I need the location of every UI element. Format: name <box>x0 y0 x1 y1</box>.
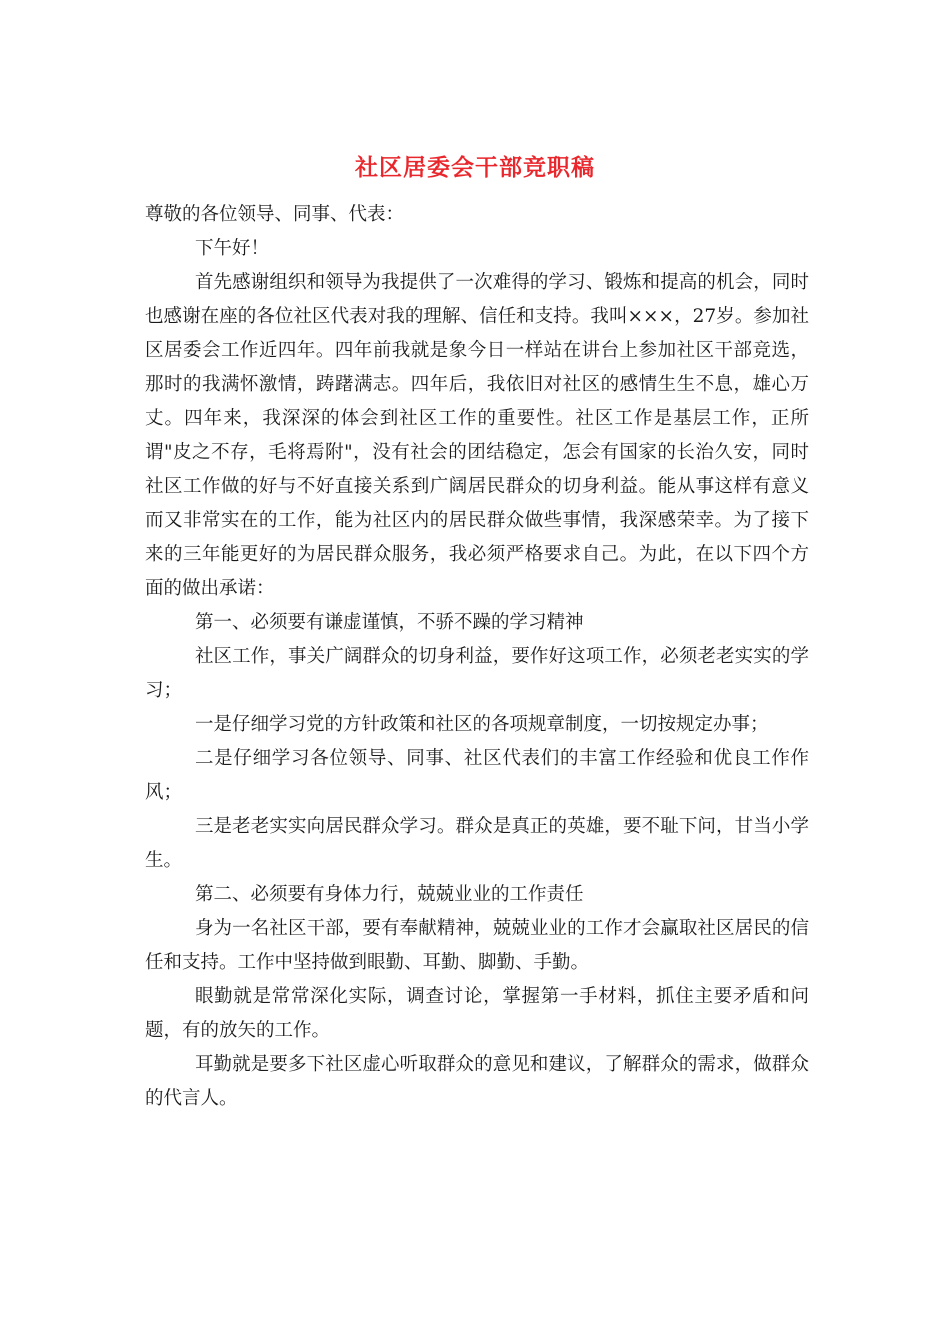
document-title: 社区居委会干部竞职稿 <box>355 154 595 181</box>
paragraph: 三是老老实实向居民群众学习。群众是真正的英雄，要不耻下问，甘当小学生。 <box>145 816 809 871</box>
paragraph-greeting: 下午好！ <box>194 238 269 259</box>
paragraph: 一是仔细学习党的方针政策和社区的各项规章制度，一切按规定办事； <box>194 714 769 735</box>
salutation: 尊敬的各位领导、同事、代表： <box>145 204 405 225</box>
paragraph: 社区工作，事关广阔群众的切身利益，要作好这项工作，必须老老实实的学习； <box>145 646 809 701</box>
paragraph: 二是仔细学习各位领导、同事、社区代表们的丰富工作经验和优良工作作风； <box>145 748 809 803</box>
paragraph: 耳勤就是要多下社区虚心听取群众的意见和建议，了解群众的需求，做群众的代言人。 <box>145 1054 809 1109</box>
paragraph: 眼勤就是常常深化实际，调查讨论，掌握第一手材料，抓住主要矛盾和问题，有的放矢的工作。 <box>145 986 809 1041</box>
document-body <box>145 198 809 1116</box>
section-heading-second: 第二、必须要有身体力行，兢兢业业的工作责任 <box>194 884 584 905</box>
paragraph: 身为一名社区干部，要有奉献精神，兢兢业业的工作才会赢取社区居民的信任和支持。工作中坚持做到眼勤、耳勤、脚勤、手勤。 <box>145 918 809 973</box>
paragraph-introduction: 首先感谢组织和领导为我提供了一次难得的学习、锻炼和提高的机会，同时也感谢在座的各位社区代表对我的理解、信任和支持。我叫×××，27岁。参加社区居委会工作近四年。四年前我就是象今日一样站在讲台上参加社区干部竞选，那时的我满怀激情，踌躇满志。四年后，我依旧对社区的感情生生不息，雄心万丈。四年来，我深深的体会到社区工作的重要性。社区工作是基层工作，正所谓"皮之不存，毛将焉附"，没有社会的团结稳定，怎会有国家的长治久安，同时社区工作做的好与不好直接关系到广阔居民群众的切身利益。能从事这样有意义而又非常实在的工作，能为社区内的居民群众做些事情，我深感荣幸。为了接下来的三年能更好的为居民群众服务，我必须严格要求自己。为此，在以下四个方面的做出承诺： <box>145 272 809 599</box>
section-heading-first: 第一、必须要有谦虚谨慎，不骄不躁的学习精神 <box>194 612 584 633</box>
